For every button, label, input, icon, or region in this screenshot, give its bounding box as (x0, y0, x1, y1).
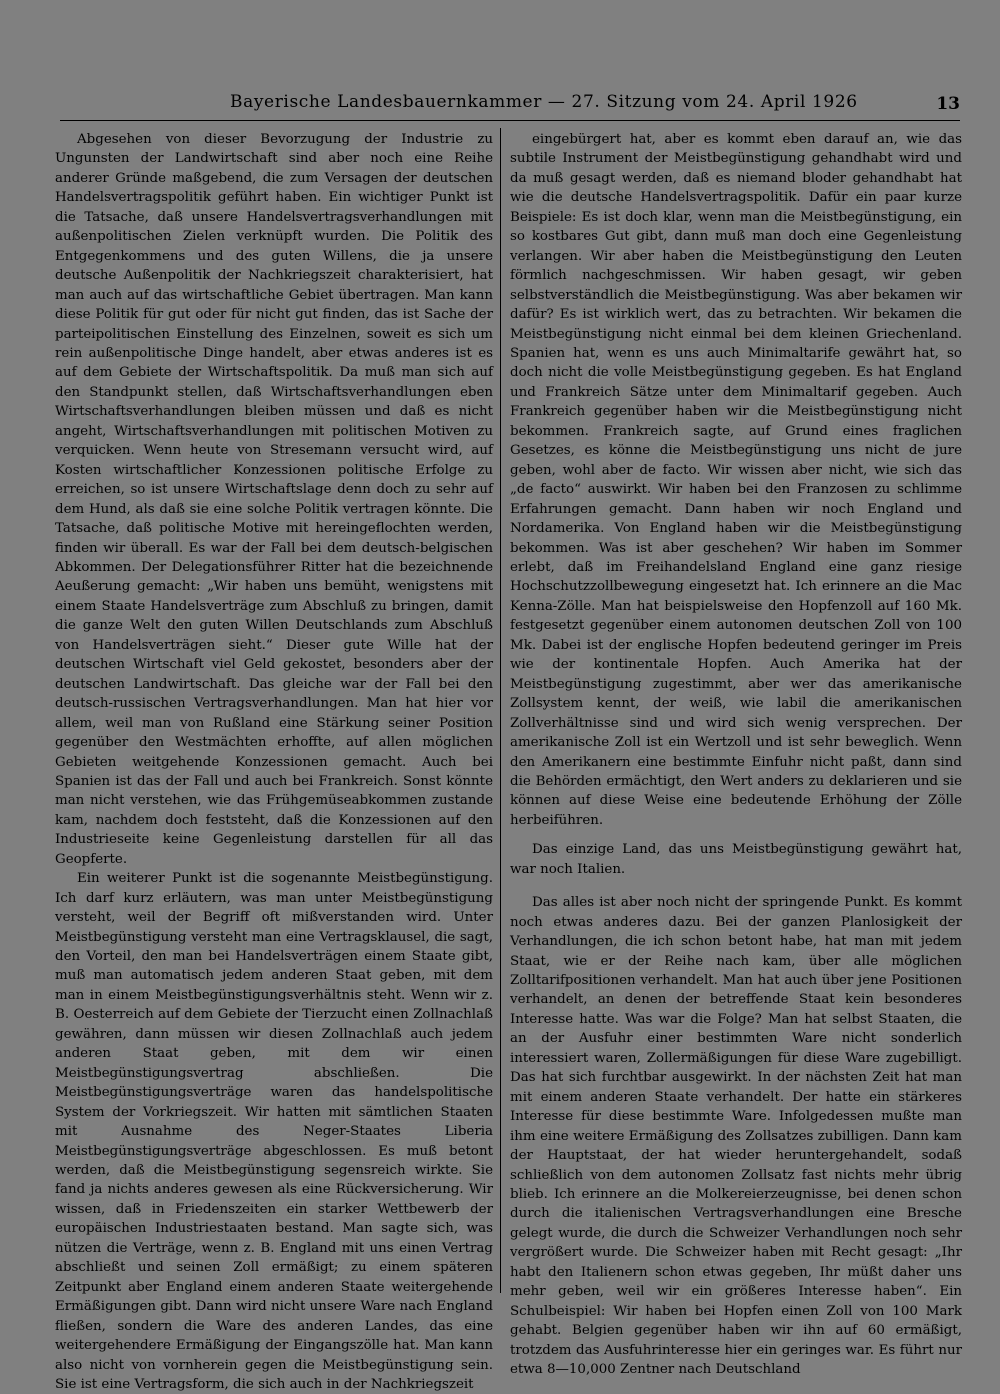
paragraph: Das alles ist aber noch nicht der springende Punkt. Es kommt noch etwas anderes dazu. Bei der ganzen Planlosigkeit der Verhandlungen, die ich schon betont habe, hat man mit jedem Staat, wie er der Reihe nach kam, über alle möglichen Zolltarifpositionen verhandelt. Man hat auch über jene Positionen verhandelt, an denen der betreffende Staat kein besonderes Interesse hatte. Was war die Folge? Man hat selbst Staaten, die an der Ausfuhr einer bestimmten Ware nicht sonderlich interessiert waren, Zollermäßigungen für diese Ware zugebilligt. Das hat sich furchtbar ausgewirkt. In der nächsten Zeit hat man mit einem anderen Staate verhandelt. Der hatte ein stärkeres Interesse für diese bestimmte Ware. Infolgedessen mußte man ihm eine weitere Ermäßigung des Zollsatzes zubilligen. Dann kam der Hauptstaat, der hat wieder heruntergehandelt, sodaß schließlich von dem autonomen Zollsatz fast nichts mehr übrig blieb. Ich erinnere an die Molkereierzeugnisse, bei denen schon durch die italienischen Vertragsverhandlungen eine Bresche gelegt wurde, die durch die Schweizer Verhandlungen noch sehr vergrößert wurde. Die Schweizer haben mit Recht gesagt: „Ihr habt den Italienern schon etwas gegeben, Ihr müßt daher uns mehr geben, weil wir ein größeres Interesse haben“. Ein Schulbeispiel: Wir haben bei Hopfen einen Zoll von 100 Mark gehabt. Belgien gegenüber haben wir ihn auf 60 ermäßigt, trotzdem das Ausfuhrinteresse hier ein geringes war. Es führt nur etwa 8—10,000 Zentner nach Deutschland (510, 895, 962, 1378)
paragraph: Das einzige Land, das uns Meistbegünstigung gewährt hat, war noch Italien. (510, 842, 962, 877)
left-column (55, 130, 493, 1394)
column-divider (500, 128, 501, 1293)
running-title: Bayerische Landesbauernkammer — 27. Sitzung vom 24. April 1926 (230, 92, 858, 112)
paragraph: eingebürgert hat, aber es kommt eben darauf an, wie das subtile Instrument der Meistbegünstigung gehandhabt wird und da muß gesagt werden, daß es niemand bloder gehandhabt hat wie die deutsche Handelsvertragspolitik. Dafür ein paar kurze Beispiele: Es ist doch klar, wenn man die Meistbegünstigung, ein so kostbares Gut gibt, dann muß man doch eine Gegenleistung verlangen. Wir aber haben die Meistbegünstigung den Leuten förmlich nachgeschmissen. Wir haben gesagt, wir geben selbstverständlich die Meistbegünstigung. Was aber bekamen wir dafür? Es ist wirklich wert, das zu betrachten. Wir bekamen die Meistbegünstigung nicht einmal bei dem kleinen Griechenland. Spanien hat, wenn es uns auch Minimaltarife gewährt hat, so doch nicht die volle Meistbegünstigung gegeben. Es hat England und Frankreich Sätze unter dem Minimaltarif gegeben. Auch Frankreich gegenüber haben wir die Meistbegünstigung nicht bekommen. Frankreich sagte, auf Grund eines fraglichen Gesetzes, es könne die Meistbegünstigung uns nicht de jure geben, wohl aber de facto. Wir wissen aber nicht, wie sich das „de facto“ auswirkt. Wir haben bei den Franzosen zu schlimme Erfahrungen gemacht. Dann haben wir noch England und Nordamerika. Von England haben wir die Meistbegünstigung bekommen. Was ist aber geschehen? Wir haben im Sommer erlebt, daß im Freihandelsland England eine ganz riesige Hochschutzzollbewegung eingesetzt hat. Ich erinnere an die Mac Kenna-Zölle. Man hat beispielsweise den Hopfenzoll auf 160 Mk. festgesetzt gegenüber einem autonomen deutschen Zoll von 100 Mk. Dabei ist der englische Hopfen bedeutend geringer im Preis wie der kontinentale Hopfen. Auch Amerika hat der Meistbegünstigung zugestimmt, aber wer das amerikanische Zollsystem kennt, der weiß, wie labil die amerikanischen Zollverhältnisse sind und wird sich wenig versprechen. Der amerikanische Zoll ist ein Wertzoll und ist sehr beweglich. Wenn den Amerikanern eine bestimmte Einfuhr nicht paßt, dann sind die Behörden ermächtigt, den Wert anders zu deklarieren und sie können auf diese Weise eine bedeutende Erhöhung der Zölle herbeiführen. (510, 132, 962, 828)
page-number: 13 (936, 94, 960, 114)
page-header (60, 92, 960, 122)
header-rule (60, 120, 960, 121)
right-column (510, 130, 962, 1380)
paragraph: Ein weiterer Punkt ist die sogenannte Meistbegünstigung. Ich darf kurz erläutern, was man unter Meistbegünstigung versteht, weil der Begriff oft mißverstanden wird. Unter Meistbegünstigung versteht man eine Vertragsklausel, die sagt, den Vorteil, den man bei Handelsverträgen einem Staate gibt, muß man automatisch jedem anderen Staat geben, mit dem man in einem Meistbegünstigungsverhältnis steht. Wenn wir z. B. Oesterreich auf dem Gebiete der Tierzucht einen Zollnachlaß gewähren, dann müssen wir diesen Zollnachlaß auch jedem anderen Staat geben, mit dem wir einen Meistbegünstigungsvertrag abschließen. Die Meistbegünstigungsverträge waren das handelspolitische System der Vorkriegszeit. Wir hatten mit sämtlichen Staaten mit Ausnahme des Neger-Staates Liberia Meistbegünstigungsverträge abgeschlossen. Es muß betont werden, daß die Meistbegünstigung segensreich wirkte. Sie fand ja nichts anderes gewesen als eine Rückversicherung. Wir wissen, daß in Friedenszeiten ein starker Wettbewerb der europäischen Industriestaaten bestand. Man sagte sich, was nützen die Verträge, wenn z. B. England mit uns einen Vertrag abschließt und seinen Zoll ermäßigt; zu einem späteren Zeitpunkt aber England einem anderen Staate weitergehende Ermäßigungen gibt. Dann wird nicht unsere Ware nach England fließen, sondern die Ware des anderen Landes, das eine weitergehendere Ermäßigung der Eingangszölle hat. Man kann also nicht von vornherein gegen die Meistbegünstigung sein. Sie ist eine Vertragsform, die sich auch in der Nachkriegszeit (55, 871, 493, 1392)
paragraph: Abgesehen von dieser Bevorzugung der Industrie zu Ungunsten der Landwirtschaft sind aber noch eine Reihe anderer Gründe maßgebend, die zum Versagen der deutschen Handelsvertragspolitik geführt haben. Ein wichtiger Punkt ist die Tatsache, daß unsere Handelsvertragsverhandlungen mit außenpolitischen Zielen verknüpft wurden. Die Politik des Entgegenkommens und des guten Willens, die ja unsere deutsche Außenpolitik der Nachkriegszeit charakterisiert, hat man auch auf das wirtschaftliche Gebiet übertragen. Man kann diese Politik für gut oder für nicht gut finden, das ist Sache der parteipolitischen Einstellung des Einzelnen, soweit es sich um rein außenpolitische Dinge handelt, aber etwas anderes ist es auf dem Gebiete der Wirtschaftspolitik. Da muß man sich auf den Standpunkt stellen, daß Wirtschaftsverhandlungen eben Wirtschaftsverhandlungen bleiben müssen und daß es nicht angeht, Wirtschaftsverhandlungen mit politischen Motiven zu verquicken. Wenn heute von Stresemann versucht wird, auf Kosten wirtschaftlicher Konzessionen politische Erfolge zu erreichen, so ist unsere Wirtschaftslage denn doch zu sehr auf dem Hund, als daß sie eine solche Politik vertragen könnte. Die Tatsache, daß politische Motive mit hereingeflochten werden, finden wir überall. Es war der Fall bei dem deutsch-belgischen Abkommen. Der Delegationsführer Ritter hat die bezeichnende Aeußerung gemacht: „Wir haben uns bemüht, wenigstens mit einem Staate Handelsverträge zum Abschluß zu bringen, damit die ganze Welt den guten Willen Deutschlands zum Abschluß von Handelsverträgen sieht.“ Dieser gute Wille hat der deutschen Wirtschaft viel Geld gekostet, besonders aber der deutschen Landwirtschaft. Das gleiche war der Fall bei den deutsch-russischen Vertragsverhandlungen. Man hat hier vor allem, weil man von Rußland eine Stärkung seiner Position gegenüber den Westmächten erhoffte, auf allen möglichen Gebieten weitgehende Konzessionen gemacht. Auch bei Spanien ist das der Fall und auch bei Frankreich. Sonst könnte man nicht verstehen, wie das Frühgemüseabkommen zustande kam, nachdem doch feststeht, daß die Konzessionen auf den Industrieseite keine Gegenleistung darstellen für all das Geopferte. (55, 132, 493, 867)
